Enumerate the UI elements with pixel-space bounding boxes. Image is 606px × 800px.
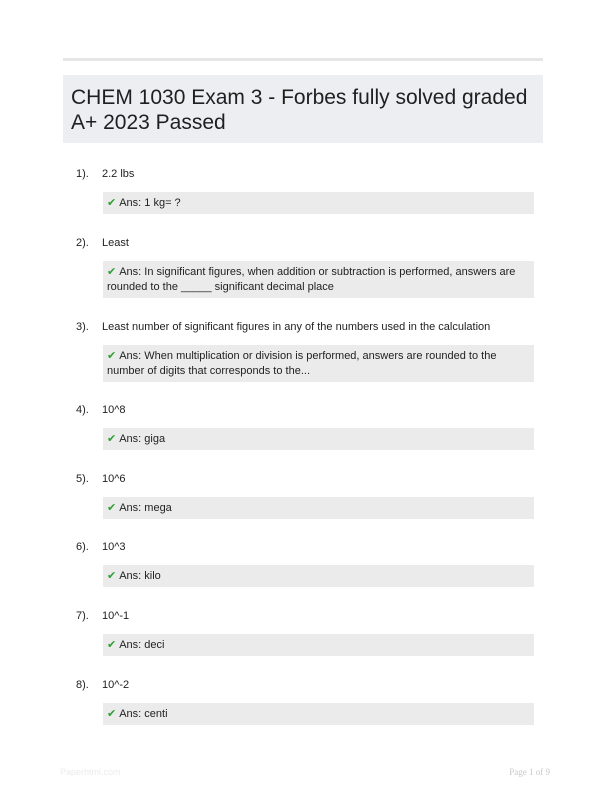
question-number: 2). bbox=[76, 237, 89, 249]
question-text: 10^-1 bbox=[102, 610, 130, 622]
question-number: 3). bbox=[76, 321, 89, 333]
answer-text: Ans: deci bbox=[119, 639, 165, 651]
answer-text: Ans: In significant figures, when addition or subtraction is performed, answers are rounded to the _____ significant decimal place bbox=[107, 266, 516, 293]
document-title: CHEM 1030 Exam 3 - Forbes fully solved graded A+ 2023 Passed bbox=[71, 86, 528, 134]
checkmark-icon: ✔ bbox=[107, 707, 117, 720]
checkmark-icon: ✔ bbox=[107, 349, 117, 362]
checkmark-icon: ✔ bbox=[107, 501, 117, 514]
question-number: 8). bbox=[76, 679, 89, 691]
title-banner bbox=[63, 75, 543, 143]
checkmark-icon: ✔ bbox=[107, 196, 117, 209]
question-number: 4). bbox=[76, 404, 89, 416]
question-text: 10^-2 bbox=[102, 679, 130, 691]
question-text: Least number of significant figures in any of the numbers used in the calculation bbox=[102, 321, 491, 333]
checkmark-icon: ✔ bbox=[107, 569, 117, 582]
checkmark-icon: ✔ bbox=[107, 638, 117, 651]
answer-box bbox=[103, 565, 534, 587]
answer-box bbox=[103, 634, 534, 656]
answer-box bbox=[103, 497, 534, 519]
question-text: 10^8 bbox=[102, 404, 126, 416]
answer-box bbox=[103, 345, 534, 382]
answer-box bbox=[103, 192, 534, 214]
question-number: 5). bbox=[76, 473, 89, 485]
question-number: 6). bbox=[76, 541, 89, 553]
checkmark-icon: ✔ bbox=[107, 265, 117, 278]
question-number: 1). bbox=[76, 168, 89, 180]
answer-box bbox=[103, 261, 534, 298]
answer-text: Ans: giga bbox=[119, 433, 166, 445]
question-text: 10^3 bbox=[102, 541, 126, 553]
question-text: Least bbox=[102, 237, 129, 249]
top-divider bbox=[63, 58, 543, 61]
answer-box bbox=[103, 703, 534, 725]
answer-text: Ans: mega bbox=[119, 502, 172, 514]
checkmark-icon: ✔ bbox=[107, 432, 117, 445]
answer-text: Ans: centi bbox=[119, 708, 168, 720]
answer-text: Ans: 1 kg= ? bbox=[119, 197, 181, 209]
question-text: 10^6 bbox=[102, 473, 126, 485]
answer-text: Ans: kilo bbox=[119, 570, 161, 582]
question-text: 2.2 lbs bbox=[102, 168, 135, 180]
answer-text: Ans: When multiplication or division is performed, answers are rounded to the number of digits that corresponds to the... bbox=[107, 350, 497, 377]
answer-box bbox=[103, 428, 534, 450]
page-number: Page 1 of 9 bbox=[509, 767, 550, 777]
question-number: 7). bbox=[76, 610, 89, 622]
footer-watermark: Paperhtml.com bbox=[60, 767, 121, 777]
